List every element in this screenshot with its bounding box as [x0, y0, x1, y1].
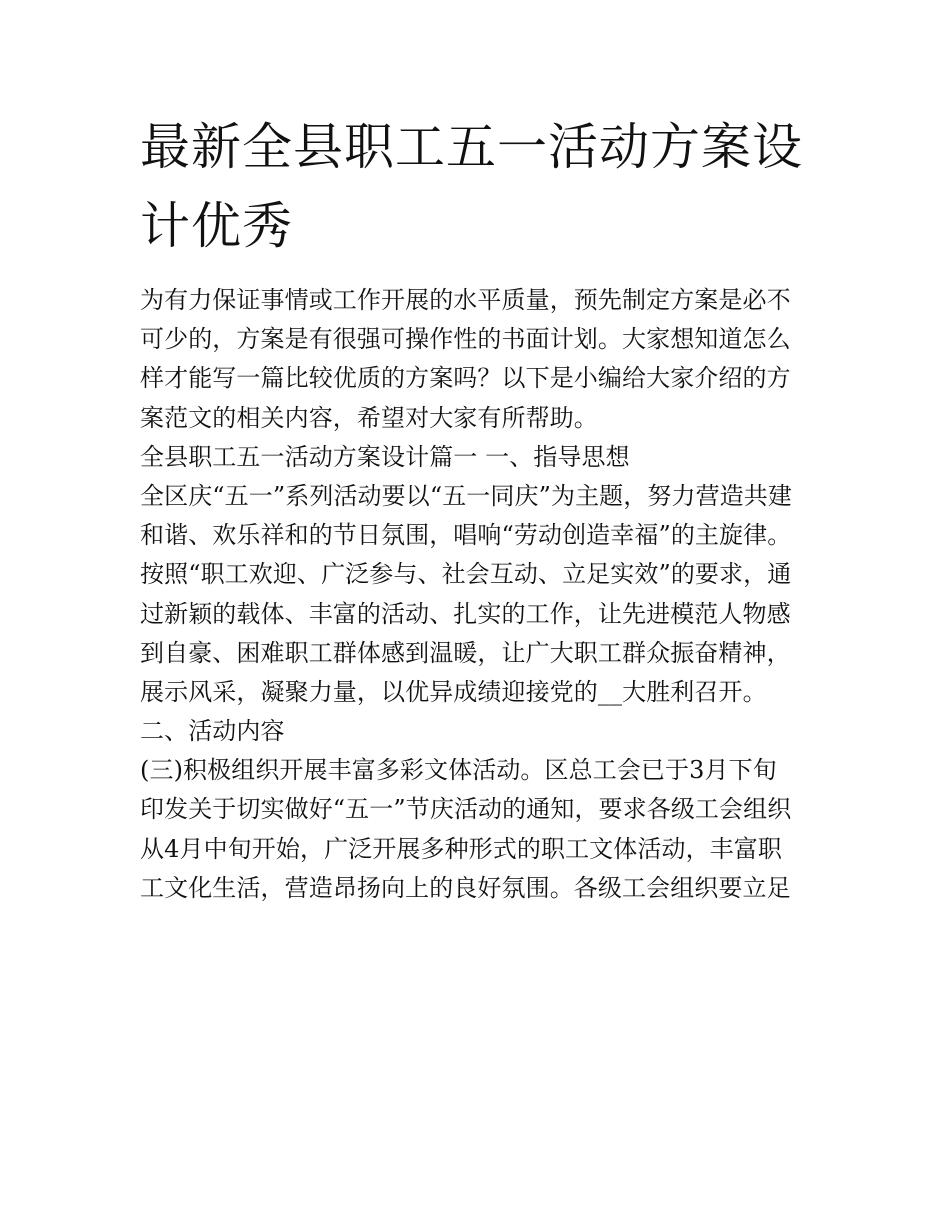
body-line: 可少的，方案是有很强可操作性的书面计划。大家想知道怎么: [140, 325, 791, 354]
body-line: 展示风采，凝聚力量，以优异成绩迎接党的__大胜利召开。: [140, 677, 767, 706]
body-line: 从4月中旬开始，广泛开展多种形式的职工文体活动，丰富职: [140, 834, 782, 863]
body-line: 过新颖的载体、丰富的活动、扎实的工作，让先进模范人物感: [140, 599, 791, 628]
body-line: 为有力保证事情或工作开展的水平质量，预先制定方案是必不: [140, 286, 791, 314]
title-line: 计优秀: [140, 197, 293, 255]
section-heading: 二、活动内容: [140, 717, 285, 746]
body-line: 工文化生活，营造昂扬向上的良好氛围。各级工会组织要立足: [140, 873, 791, 902]
document-title: [140, 108, 820, 266]
title-line: 最新全县职工五一活动方案设: [140, 118, 803, 176]
body-line: 案范文的相关内容，希望对大家有所帮助。: [140, 403, 598, 432]
document-body: [140, 281, 830, 908]
body-line: 和谐、欢乐祥和的节日氛围，唱响“劳动创造幸福”的主旋律。: [140, 521, 792, 550]
section-heading: 全县职工五一活动方案设计篇一 一、指导思想: [140, 442, 630, 471]
body-line: 按照“职工欢迎、广泛参与、社会互动、立足实效”的要求，通: [140, 560, 792, 589]
body-line: 印发关于切实做好“五一”节庆活动的通知，要求各级工会组织: [140, 795, 792, 824]
body-line: 样才能写一篇比较优质的方案吗？以下是小编给大家介绍的方: [140, 364, 791, 393]
body-line: 到自豪、困难职工群体感到温暖，让广大职工群众振奋精神，: [140, 638, 791, 667]
body-line: 全区庆“五一”系列活动要以“五一同庆”为主题，努力营造共建: [140, 481, 792, 510]
body-line: (三)积极组织开展丰富多彩文体活动。区总工会已于3月下旬: [140, 756, 777, 785]
